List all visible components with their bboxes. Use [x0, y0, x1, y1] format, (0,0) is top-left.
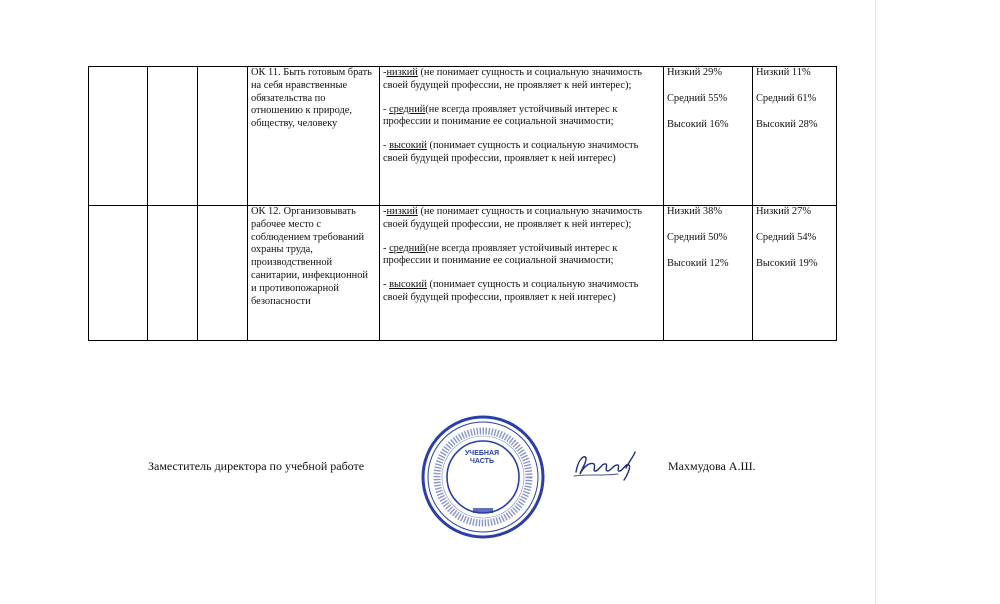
empty-cell [198, 206, 248, 341]
empty-cell [148, 206, 198, 341]
level-high: - высокий (понимает сущность и социальную значимость своей будущей профессии, проявляет к ней интерес) [383, 140, 639, 164]
table-row [89, 67, 837, 206]
signatory-name: Махмудова А.Ш. [668, 459, 756, 473]
signatory-position: Заместитель директора по учебной работе [148, 459, 365, 473]
level-low: -низкий (не понимает сущность и социальную значимость своей будущей профессии, не проявляет к ней интерес); [383, 206, 643, 230]
empty-cell [89, 67, 148, 206]
empty-cell [89, 206, 148, 341]
stamp-center-text: УЧЕБНАЯ ЧАСТЬ [464, 450, 500, 465]
empty-cell [148, 67, 198, 206]
levels-cell [380, 67, 664, 206]
level-high: - высокий (понимает сущность и социальную значимость своей будущей профессии, проявляет к ней интерес) [383, 279, 639, 303]
empty-cell [198, 67, 248, 206]
table-row [89, 206, 837, 341]
result-cell-a: Низкий 38% Средний 50% Высокий 12% [664, 206, 753, 341]
result-cell-a: Низкий 29% Средний 55% Высокий 16% [664, 67, 753, 206]
levels-cell [380, 206, 664, 341]
competence-cell: ОК 12. Организовывать рабочее место с соблюдением требований охраны труда, производственной санитарии, инфекционной и противопожарной безопасности [248, 206, 380, 341]
competence-cell: ОК 11. Быть готовым брать на себя нравственные обязательства по отношению к природе, обществу, человеку [248, 67, 380, 206]
official-stamp-icon [418, 412, 548, 542]
result-cell-b: Низкий 11% Средний 61% Высокий 28% [753, 67, 837, 206]
level-low: -низкий (не понимает сущность и социальную значимость своей будущей профессии, не проявляет к ней интерес); [383, 67, 643, 91]
handwritten-signature-icon [572, 446, 638, 486]
assessment-table [88, 66, 837, 341]
level-mid: - средний(не всегда проявляет устойчивый интерес к профессии и понимание ее социальной значимости; [383, 242, 618, 267]
page-edge-line [875, 0, 876, 604]
result-cell-b: Низкий 27% Средний 54% Высокий 19% [753, 206, 837, 341]
level-mid: - средний(не всегда проявляет устойчивый интерес к профессии и понимание ее социальной значимости; [383, 103, 618, 128]
